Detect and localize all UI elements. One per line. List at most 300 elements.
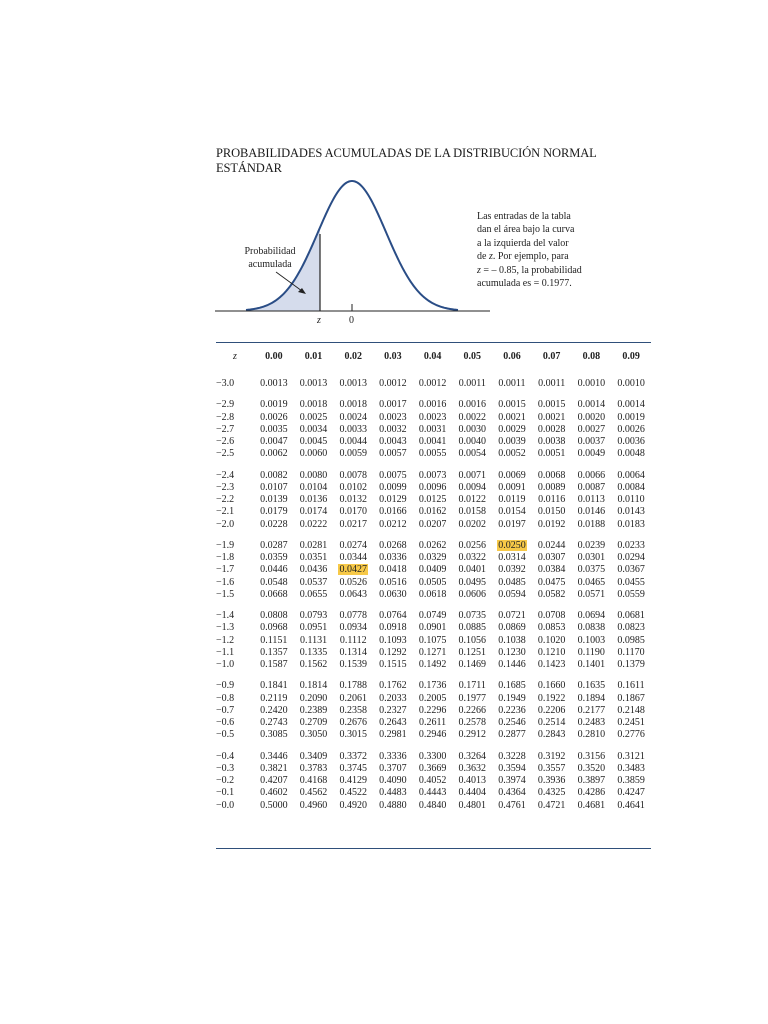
probability-cell: 0.3085 [260, 729, 288, 741]
probability-cell: 0.0019 [617, 411, 645, 423]
probability-cell: 0.0035 [260, 423, 288, 435]
group-spacer [216, 390, 651, 399]
z-value-cell: −0.2 [216, 775, 235, 786]
table-row [216, 494, 651, 506]
probability-cell: 0.2810 [577, 729, 606, 741]
probability-cell: 0.0170 [339, 506, 367, 518]
probability-cell: 0.1611 [617, 680, 645, 692]
caption-z: z [488, 251, 493, 263]
probability-cell: 0.4681 [577, 799, 606, 811]
probability-cell: 0.1515 [379, 659, 407, 670]
probability-cell: 0.1357 [260, 646, 288, 658]
probability-cell: 0.1894 [577, 692, 606, 704]
probability-cell: 0.0217 [339, 518, 367, 530]
probability-cell: 0.2389 [299, 704, 328, 716]
probability-cell: 0.0143 [617, 506, 645, 518]
probability-cell: 0.0212 [379, 518, 407, 530]
probability-cell: 0.0060 [299, 448, 328, 460]
probability-cell: 0.0351 [299, 552, 328, 563]
probability-cell: 0.3264 [458, 750, 487, 762]
probability-cell: 0.4168 [299, 775, 328, 786]
probability-cell: 0.2776 [617, 729, 645, 741]
probability-cell: 0.0026 [260, 411, 288, 423]
probability-cell: 0.1788 [339, 680, 367, 692]
probability-cell: 0.2148 [617, 704, 645, 716]
probability-cell: 0.0044 [339, 436, 367, 447]
probability-cell: 0.0132 [339, 494, 367, 505]
probability-cell: 0.2266 [458, 704, 487, 716]
spacer-cell [216, 390, 651, 399]
probability-cell: 0.3594 [498, 762, 526, 774]
probability-cell: 0.0016 [418, 399, 447, 411]
table-row [216, 424, 651, 436]
probability-cell: 0.4562 [299, 787, 328, 799]
probability-cell: 0.0018 [299, 399, 328, 411]
probability-cell: 0.4840 [418, 799, 447, 811]
probability-cell: 0.3859 [617, 775, 645, 786]
probability-cell: 0.0526 [339, 576, 367, 588]
table-row [216, 378, 651, 390]
probability-cell: 0.0287 [260, 539, 288, 551]
probability-cell: 0.0367 [617, 564, 645, 576]
probability-cell: 0.0853 [537, 622, 566, 634]
table-header-row [216, 343, 651, 369]
column-header: 0.07 [542, 350, 561, 362]
probability-cell: 0.0021 [537, 411, 566, 423]
probability-cell: 0.0808 [260, 610, 288, 621]
probability-cell: 0.4247 [617, 787, 645, 799]
probability-cell: 0.2912 [458, 729, 487, 741]
probability-cell: 0.0104 [299, 481, 328, 493]
table-row [216, 763, 651, 775]
probability-cell: 0.1170 [617, 646, 645, 658]
probability-cell: 0.2946 [418, 729, 447, 741]
probability-cell: 0.1151 [260, 634, 288, 646]
table-row [216, 552, 651, 564]
probability-cell: 0.0040 [458, 436, 487, 447]
spacer-cell [216, 531, 651, 540]
table-row [216, 470, 651, 482]
probability-cell: 0.1112 [339, 634, 367, 646]
probability-cell: 0.0681 [617, 610, 645, 621]
probability-cell: 0.1335 [299, 646, 328, 658]
probability-cell: 0.0136 [299, 494, 328, 505]
probability-cell: 0.0401 [458, 564, 487, 576]
probability-cell: 0.0985 [617, 634, 645, 646]
probability-cell: 0.0606 [458, 588, 487, 600]
caption-line: acumulada es = 0.1977. [477, 278, 572, 290]
probability-cell: 0.2327 [379, 704, 407, 716]
table-row [216, 540, 651, 552]
probability-cell: 0.3336 [379, 750, 407, 762]
probability-cell: 0.3783 [299, 762, 328, 774]
z-value-cell: −1.3 [216, 622, 235, 634]
z-value-cell: −2.1 [216, 506, 235, 518]
probability-cell: 0.4641 [617, 799, 645, 811]
probability-cell: 0.4090 [379, 775, 407, 786]
column-header: 0.00 [265, 350, 283, 362]
probability-cell: 0.0183 [617, 518, 645, 530]
probability-cell: 0.0013 [339, 378, 367, 389]
probability-cell: 0.0014 [617, 399, 645, 411]
probability-cell: 0.3745 [339, 762, 367, 774]
probability-cell: 0.4404 [458, 787, 487, 799]
probability-cell: 0.0021 [498, 411, 526, 423]
probability-cell: 0.0618 [418, 588, 447, 600]
probability-cell: 0.0071 [458, 469, 487, 481]
probability-cell: 0.1020 [537, 634, 566, 646]
z-value-cell: −0.6 [216, 717, 235, 728]
probability-cell: 0.0129 [379, 494, 407, 505]
probability-cell: 0.0233 [617, 539, 645, 551]
probability-cell: 0.3483 [617, 762, 645, 774]
probability-cell: 0.4364 [498, 787, 526, 799]
probability-cell: 0.0084 [617, 481, 645, 493]
probability-cell: 0.0096 [418, 481, 447, 493]
probability-cell: 0.2005 [418, 692, 447, 704]
probability-cell: 0.0099 [379, 481, 407, 493]
z-value-cell: −2.0 [216, 518, 235, 530]
probability-cell: 0.0244 [537, 539, 566, 551]
probability-cell: 0.0764 [379, 610, 407, 621]
probability-cell: 0.0051 [537, 448, 566, 460]
probability-cell: 0.3228 [498, 750, 526, 762]
z-value-cell: −0.8 [216, 692, 235, 704]
probability-cell: 0.0016 [458, 399, 487, 411]
probability-cell: 0.0344 [339, 552, 367, 563]
probability-cell: 0.3974 [498, 775, 526, 786]
probability-cell: 0.0011 [538, 378, 566, 389]
probability-cell [333, 564, 373, 576]
table-row [216, 577, 651, 589]
probability-cell: 0.3050 [299, 729, 328, 741]
probability-cell: 0.3821 [260, 762, 288, 774]
z-value-cell: −0.1 [216, 787, 235, 799]
spacer-cell [216, 601, 651, 610]
probability-cell: 0.1977 [458, 692, 487, 704]
probability-cell: 0.0951 [299, 622, 328, 634]
column-header: 0.09 [622, 350, 640, 362]
table-row [216, 775, 651, 787]
probability-cell: 0.1230 [498, 646, 526, 658]
probability-cell: 0.0073 [418, 469, 447, 481]
table-row [216, 448, 651, 460]
probability-cell: 0.0032 [379, 423, 407, 435]
probability-cell: 0.1841 [260, 680, 288, 692]
probability-cell: 0.5000 [260, 799, 288, 811]
probability-cell: 0.0013 [299, 378, 328, 389]
highlighted-value: 0.0250 [498, 539, 526, 551]
probability-cell: 0.0119 [498, 494, 526, 505]
probability-cell: 0.1711 [458, 680, 486, 692]
probability-cell: 0.2236 [498, 704, 526, 716]
probability-cell: 0.0778 [339, 610, 367, 621]
probability-cell: 0.1075 [418, 634, 447, 646]
probability-cell: 0.1539 [339, 659, 367, 670]
z-value-cell: −0.9 [216, 680, 235, 692]
probability-cell: 0.0082 [260, 469, 288, 481]
probability-cell: 0.3897 [577, 775, 606, 786]
probability-cell: 0.0027 [577, 423, 606, 435]
probability-cell: 0.2420 [260, 704, 288, 716]
table-row [216, 693, 651, 705]
probability-cell: 0.4721 [537, 799, 566, 811]
z-value-cell: −2.3 [216, 481, 235, 493]
probability-cell: 0.0078 [339, 469, 367, 481]
z-value-cell: −0.3 [216, 762, 235, 774]
probability-cell: 0.0080 [299, 469, 328, 481]
z-value-cell: −1.6 [216, 576, 235, 588]
probability-cell [492, 540, 532, 552]
probability-cell: 0.0017 [379, 399, 407, 411]
probability-cell: 0.0023 [379, 411, 407, 423]
probability-cell: 0.4801 [458, 799, 487, 811]
probability-cell: 0.2451 [617, 717, 645, 728]
probability-cell: 0.3669 [418, 762, 447, 774]
table-bottom-rule [216, 848, 651, 849]
table-row [216, 482, 651, 494]
probability-cell: 0.4013 [458, 775, 487, 786]
probability-cell: 0.0087 [577, 481, 606, 493]
probability-cell: 0.0012 [379, 378, 407, 389]
normal-curve-figure [0, 0, 768, 340]
probability-cell: 0.2119 [260, 692, 288, 704]
probability-cell: 0.0314 [498, 552, 526, 563]
probability-cell: 0.3372 [339, 750, 367, 762]
probability-cell: 0.0025 [299, 411, 328, 423]
z-value-cell: −2.6 [216, 436, 235, 447]
probability-cell: 0.4761 [498, 799, 526, 811]
probability-cell: 0.0020 [577, 411, 606, 423]
z-value-cell: −1.4 [216, 610, 235, 621]
probability-cell: 0.0048 [617, 448, 645, 460]
probability-cell: 0.1401 [577, 659, 606, 670]
probability-cell: 0.0228 [260, 518, 288, 530]
table-row [216, 717, 651, 729]
probability-cell: 0.0011 [498, 378, 526, 389]
table-row [216, 436, 651, 448]
probability-cell: 0.0064 [617, 469, 645, 481]
probability-cell: 0.0901 [418, 622, 447, 634]
probability-cell: 0.0202 [458, 518, 487, 530]
probability-cell: 0.0571 [577, 588, 606, 600]
probability-cell: 0.0465 [577, 576, 606, 588]
probability-cell: 0.0043 [379, 436, 407, 447]
probability-cell: 0.0150 [537, 506, 566, 518]
probability-cell: 0.0192 [537, 518, 566, 530]
probability-cell: 0.0019 [260, 399, 288, 411]
probability-cell: 0.0062 [260, 448, 288, 460]
probability-cell: 0.0018 [339, 399, 367, 411]
probability-cell: 0.0485 [498, 576, 526, 588]
page-title: PROBABILIDADES ACUMULADAS DE LA DISTRIBUCIÓN NORMAL ESTÁNDAR [216, 146, 597, 175]
table-row [216, 506, 651, 518]
probability-cell: 0.0838 [577, 622, 606, 634]
probability-cell: 0.0094 [458, 481, 487, 493]
group-spacer [216, 671, 651, 680]
probability-cell: 0.0294 [617, 552, 645, 563]
probability-cell: 0.0069 [498, 469, 526, 481]
table-row [216, 729, 651, 741]
cumulative-label-line2: acumulada [248, 259, 292, 270]
probability-cell: 0.0630 [379, 588, 407, 600]
z-value-cell: −1.0 [216, 659, 235, 670]
highlighted-value: 0.0427 [339, 564, 367, 576]
probability-cell: 0.2177 [577, 704, 606, 716]
probability-cell: 0.0066 [577, 469, 606, 481]
probability-cell: 0.1210 [537, 646, 566, 658]
probability-cell: 0.4052 [418, 775, 447, 786]
probability-cell: 0.2843 [537, 729, 566, 741]
probability-cell: 0.3015 [339, 729, 367, 741]
probability-cell: 0.0968 [260, 622, 288, 634]
probability-cell: 0.0068 [537, 469, 566, 481]
probability-cell: 0.1762 [379, 680, 407, 692]
probability-cell: 0.0055 [418, 448, 447, 460]
probability-cell: 0.0409 [418, 564, 447, 576]
probability-cell: 0.4920 [339, 799, 367, 811]
probability-cell: 0.0559 [617, 588, 645, 600]
probability-cell: 0.0548 [260, 576, 288, 588]
z-value-cell: −1.8 [216, 552, 235, 563]
probability-cell: 0.1251 [458, 646, 487, 658]
probability-cell: 0.0708 [537, 610, 566, 621]
probability-cell: 0.2981 [379, 729, 407, 741]
probability-cell: 0.0010 [617, 378, 645, 389]
z-value-cell: −2.9 [216, 399, 235, 411]
probability-cell: 0.0174 [299, 506, 328, 518]
probability-cell: 0.0274 [339, 539, 367, 551]
spacer-cell [216, 369, 651, 378]
probability-cell: 0.0307 [537, 552, 566, 563]
group-spacer [216, 461, 651, 470]
probability-cell: 0.0262 [418, 539, 447, 551]
probability-cell: 0.1922 [537, 692, 566, 704]
probability-cell: 0.0049 [577, 448, 606, 460]
caption-line: dan el área bajo la curva [477, 224, 575, 236]
probability-cell: 0.2611 [419, 717, 447, 728]
caption-z: z [477, 264, 481, 276]
probability-cell: 0.0384 [537, 564, 566, 576]
probability-cell: 0.1314 [339, 646, 367, 658]
probability-cell: 0.1379 [617, 659, 645, 670]
probability-cell: 0.2033 [379, 692, 407, 704]
z-value-cell: −0.5 [216, 729, 235, 741]
probability-cell: 0.2206 [537, 704, 566, 716]
probability-cell: 0.0052 [498, 448, 526, 460]
spacer-cell [216, 742, 651, 751]
probability-cell: 0.2743 [260, 717, 288, 728]
probability-cell: 0.0322 [458, 552, 487, 563]
probability-cell: 0.0059 [339, 448, 367, 460]
probability-cell: 0.0735 [458, 610, 487, 621]
probability-cell: 0.1003 [577, 634, 606, 646]
probability-cell: 0.0668 [260, 588, 288, 600]
caption-line: Las entradas de la tabla [477, 211, 571, 222]
probability-cell: 0.4325 [537, 787, 566, 799]
probability-cell: 0.3446 [260, 750, 288, 762]
probability-cell: 0.0239 [577, 539, 606, 551]
probability-cell: 0.2643 [379, 717, 407, 728]
probability-cell: 0.0057 [379, 448, 407, 460]
zero-axis-label: 0 [349, 315, 354, 326]
probability-cell: 0.0022 [458, 411, 487, 423]
table-row [216, 680, 651, 692]
probability-cell: 0.0455 [617, 576, 645, 588]
probability-cell: 0.2877 [498, 729, 526, 741]
probability-cell: 0.0375 [577, 564, 606, 576]
caption-line: = – 0.85, la probabilidad [480, 264, 582, 276]
probability-cell: 0.3409 [299, 750, 328, 762]
column-header: 0.01 [304, 350, 323, 362]
probability-cell: 0.1056 [458, 634, 487, 646]
z-value-cell: −1.1 [216, 646, 235, 658]
probability-cell: 0.1271 [418, 646, 447, 658]
column-header: 0.08 [582, 350, 601, 362]
probability-cell: 0.1469 [458, 659, 487, 670]
z-axis-label: z [317, 315, 321, 326]
probability-cell: 0.2709 [299, 717, 328, 728]
probability-cell: 0.1423 [537, 659, 566, 670]
probability-cell: 0.1736 [418, 680, 447, 692]
probability-cell: 0.4880 [379, 799, 407, 811]
probability-cell: 0.1292 [379, 646, 407, 658]
probability-cell: 0.0038 [537, 436, 566, 447]
probability-cell: 0.0113 [577, 494, 605, 505]
cumulative-probability-label [225, 245, 315, 271]
table-row [216, 589, 651, 601]
probability-cell: 0.0041 [418, 436, 447, 447]
probability-cell: 0.1190 [577, 646, 605, 658]
probability-cell: 0.0359 [260, 552, 288, 563]
probability-cell: 0.1660 [537, 680, 566, 692]
table-row [216, 647, 651, 659]
column-header: 0.06 [503, 350, 521, 362]
table-row [216, 610, 651, 622]
probability-cell: 0.0749 [418, 610, 447, 621]
probability-cell: 0.4129 [339, 775, 367, 786]
probability-cell: 0.1635 [577, 680, 606, 692]
z-value-cell: −2.4 [216, 469, 235, 481]
table-row [216, 564, 651, 576]
probability-cell: 0.0026 [617, 423, 645, 435]
table-row [216, 787, 651, 799]
probability-cell: 0.0154 [498, 506, 526, 518]
probability-cell: 0.2061 [339, 692, 367, 704]
z-column-header: z [233, 350, 237, 362]
probability-cell: 0.0197 [498, 518, 526, 530]
probability-cell: 0.0012 [418, 378, 447, 389]
probability-cell: 0.0179 [260, 506, 288, 518]
probability-cell: 0.2090 [299, 692, 328, 704]
probability-cell: 0.0436 [299, 564, 328, 576]
cumulative-label-line1: Probabilidad [244, 246, 296, 257]
group-spacer [216, 531, 651, 540]
probability-cell: 0.4483 [379, 787, 407, 799]
probability-cell: 0.0139 [260, 494, 288, 505]
probability-cell: 0.0122 [458, 494, 487, 505]
probability-cell: 0.0013 [260, 378, 288, 389]
probability-cell: 0.0721 [498, 610, 526, 621]
probability-cell: 0.0495 [458, 576, 487, 588]
z-value-cell: −3.0 [216, 378, 235, 389]
probability-cell: 0.0582 [537, 588, 566, 600]
probability-cell: 0.0301 [577, 552, 606, 563]
table-row [216, 635, 651, 647]
probability-cell: 0.3632 [458, 762, 487, 774]
table-row [216, 622, 651, 634]
probability-cell: 0.1131 [299, 634, 328, 646]
